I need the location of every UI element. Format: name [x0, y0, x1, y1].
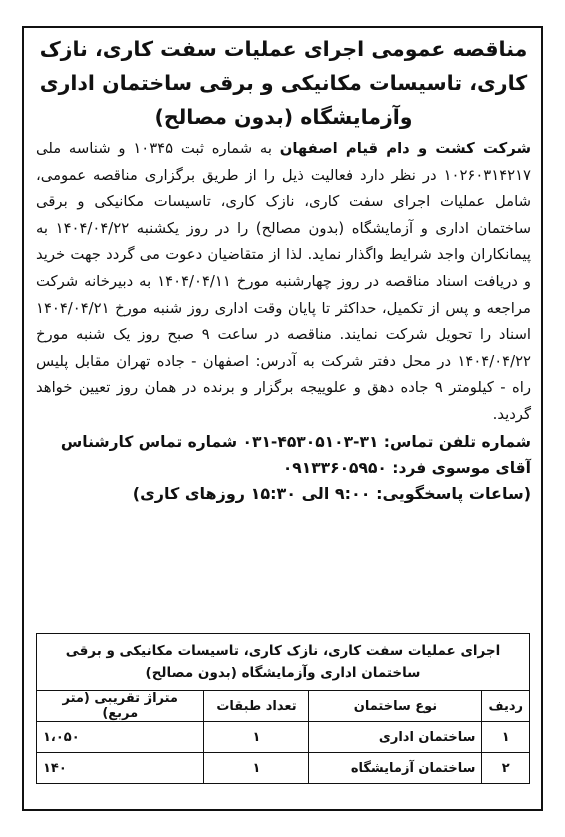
header-floors: تعداد طبقات [204, 691, 309, 722]
cell-building-type: ساختمان اداری [309, 722, 482, 753]
title-line-1: مناقصه عمومی اجرای عملیات سفت کاری، نازک [39, 37, 528, 61]
projects-table-wrap [36, 633, 530, 784]
contact-hours: (ساعات پاسخگویی: ۹:۰۰ الی ۱۵:۳۰ روزهای کاری) [132, 483, 531, 503]
table-row [37, 722, 530, 753]
notice-body [36, 136, 531, 429]
projects-table [36, 633, 530, 784]
cell-floors: ۱ [204, 722, 309, 753]
cell-area: ۱۴۰ [37, 753, 204, 784]
notice-content [36, 32, 531, 507]
cell-radif: ۱ [482, 722, 530, 753]
company-name: شرکت کشت و دام قیام اصفهان [279, 140, 531, 157]
title-line-3: وآزمایشگاه (بدون مصالح) [154, 105, 413, 129]
cell-building-type: ساختمان آزمایشگاه [309, 753, 482, 784]
cell-radif: ۲ [482, 753, 530, 784]
contact-expert: آقای موسوی فرد: ۰۹۱۳۳۶۰۵۹۵۰ [282, 458, 531, 477]
table-row [37, 753, 530, 784]
table-caption: اجرای عملیات سفت کاری، نازک کاری، تاسیسات مکانیکی و برقی ساختمان اداری وآزمایشگاه (بدون مصالح) [37, 634, 530, 691]
cell-floors: ۱ [204, 753, 309, 784]
notice-title [36, 32, 531, 134]
notice-paragraph: به شماره ثبت ۱۰۳۴۵ و شناسه ملی ۱۰۲۶۰۳۱۴۲۱۷ در نظر دارد فعالیت ذیل را از طریق برگزاری مناقصه عمومی، شامل عملیات اجرای سفت کاری، نازک کاری، تاسیسات مکانیکی و برقی ساختمان اداری و آزمایشگاه (بدون مصالح) را در روز یکشنبه ۱۴۰۴/۰۴/۲۲ به پیمانکاران واجد شرایط واگذار نماید. لذا از متقاضیان دعوت می گردد جهت خرید و دریافت اسناد مناقصه در روز چهارشنبه مورخ ۱۴۰۴/۰۴/۱۱ به دبیرخانه شرکت مراجعه و پس از تکمیل، حداکثر تا پایان وقت اداری روز شنبه مورخ ۱۴۰۴/۰۴/۲۱ اسناد را تحویل شرکت نمایند. مناقصه در ساعت ۹ صبح روز یک شنبه مورخ ۱۴۰۴/۰۴/۲۲ در محل دفتر شرکت به آدرس: اصفهان - جاده تهران مقابل پلیس راه - کیلومتر ۹ جاده دهق و علوییجه برگزار و برنده در همان روز تعیین خواهد گردید. [36, 140, 532, 423]
header-radif: ردیف [482, 691, 530, 722]
table-header-row [37, 691, 530, 722]
title-line-2: کاری، تاسیسات مکانیکی و برقی ساختمان اداری [39, 71, 528, 95]
header-building-type: نوع ساختمان [309, 691, 482, 722]
cell-area: ۱،۰۵۰ [37, 722, 204, 753]
contact-phone: شماره تلفن تماس: ۳۱-۴۵۳۰۵۱۰۳-۰۳۱ شماره تماس کارشناس [60, 432, 531, 451]
header-area: متراژ تقریبی (متر مربع) [37, 691, 204, 722]
